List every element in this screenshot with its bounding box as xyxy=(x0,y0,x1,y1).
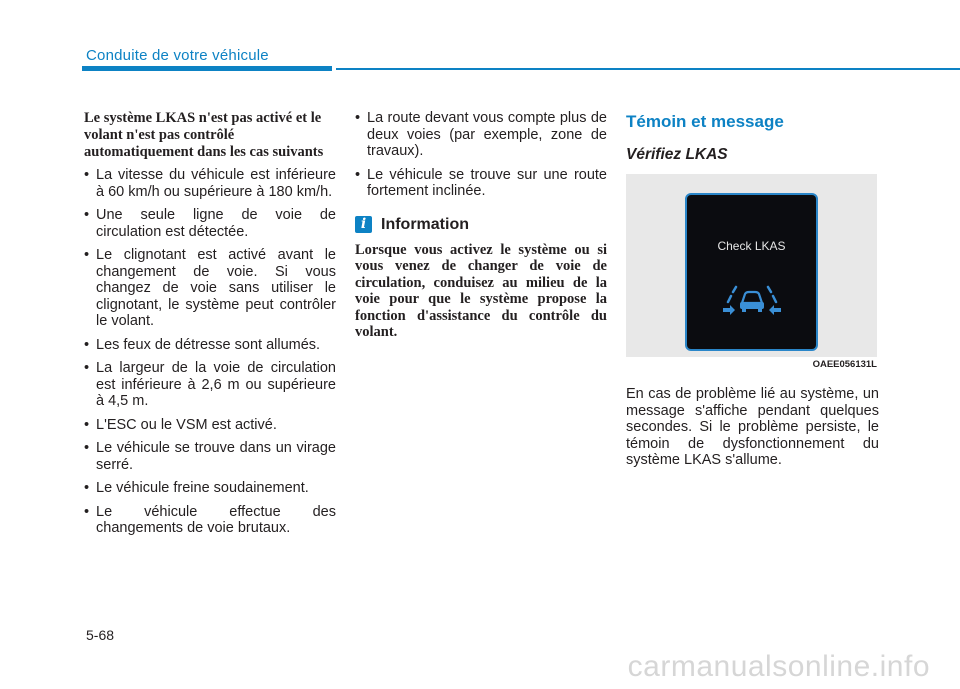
column-3 xyxy=(626,110,879,469)
list-item: • Le véhicule freine soudainement. xyxy=(84,480,336,497)
section-header-title: Conduite de votre véhicule xyxy=(86,47,269,64)
conditions-list-continued xyxy=(355,110,607,200)
header-rule-thick xyxy=(82,66,332,71)
list-item: • La route devant vous compte plus de deux voies (par exemple, zone de travaux). xyxy=(355,110,607,160)
conditions-subheading: Le système LKAS n'est pas activé et le volant n'est pas contrôlé automatiquement dans les cas suivants xyxy=(84,110,324,160)
list-item: • Le véhicule se trouve sur une route fortement inclinée. xyxy=(355,167,607,200)
list-item: • Le véhicule effectue des changements de voie brutaux. xyxy=(84,504,336,537)
information-body: Lorsque vous activez le système ou si vous venez de changer de voie de circulation, conduisez au milieu de la voie pour que le système propose la fonction d'assistance du contrôle du volant. xyxy=(355,241,607,340)
list-item: • La largeur de la voie de circulation est inférieure à 2,6 m ou supérieure à 4,5 m. xyxy=(84,360,336,410)
description-paragraph: En cas de problème lié au système, un message s'affiche pendant quelques secondes. Si le problème persiste, le témoin de dysfonctionnement du système LKAS s'allume. xyxy=(626,386,879,468)
list-item: • Les feux de détresse sont allumés. xyxy=(84,337,336,354)
conditions-list xyxy=(84,167,336,537)
lkas-warning-icon xyxy=(722,283,782,323)
cluster-figure xyxy=(626,174,877,370)
figure-caption: OAEE056131L xyxy=(812,359,877,370)
page-number: 5-68 xyxy=(86,627,115,643)
header-rule-thin xyxy=(336,68,960,70)
information-title: Information xyxy=(381,215,469,233)
list-item: • Le véhicule se trouve dans un virage serré. xyxy=(84,440,336,473)
column-2 xyxy=(355,110,607,341)
column-1 xyxy=(84,110,336,544)
information-heading xyxy=(355,216,607,234)
info-icon: i xyxy=(355,216,372,233)
cluster-display xyxy=(685,193,818,351)
section-title: Témoin et message xyxy=(626,112,784,131)
display-message: Check LKAS xyxy=(717,239,786,253)
subsection-title: Vérifiez LKAS xyxy=(626,146,728,163)
list-item: • L'ESC ou le VSM est activé. xyxy=(84,417,336,434)
list-item: • Une seule ligne de voie de circulation est détectée. xyxy=(84,207,336,240)
watermark: carmanualsonline.info xyxy=(627,650,930,683)
list-item: • Le clignotant est activé avant le changement de voie. Si vous changez de voie sans utiliser le clignotant, le système peut contrôler le volant. xyxy=(84,247,336,330)
list-item: • La vitesse du véhicule est inférieure à 60 km/h ou supérieure à 180 km/h. xyxy=(84,167,336,200)
